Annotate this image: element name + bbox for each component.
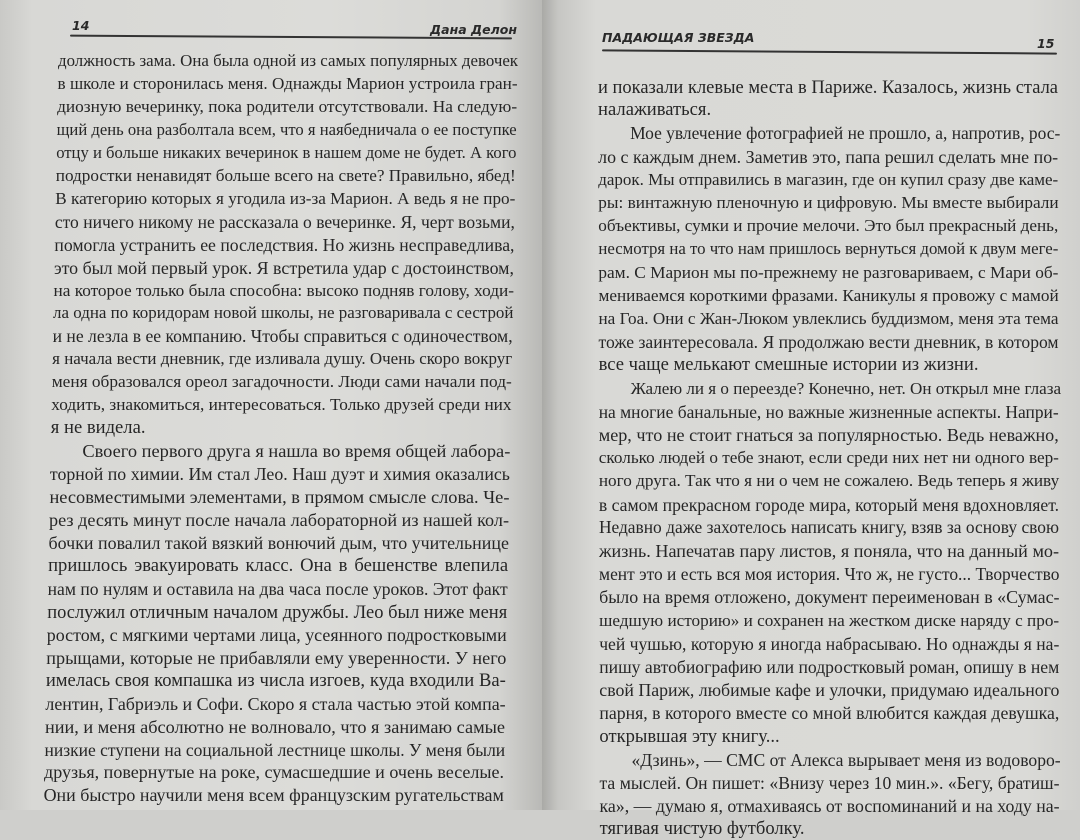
text-line: В категорию которых я угодила из-за Марион. А ведь я не про-	[55, 188, 516, 208]
text-line: и не лезла в ее компанию. Чтобы справиться с одиночеством,	[52, 326, 513, 347]
text-line: на которое только была способна: высоко подняв голову, ходи-	[53, 280, 514, 300]
text-line: нам по нулям и оставила на два часа после уроков. Этот факт	[47, 578, 508, 599]
text-line: послужил отличным началом дружбы. Лео был ниже меня	[47, 601, 508, 622]
text-line: отцу и больше никаких вечеринок в нашем доме не будет. А кого	[56, 142, 517, 162]
text-line: та мыслей. Он пишет: «Внизу через 10 мин.». «Бегу, братиш-	[599, 773, 1060, 793]
text-line: рез десять минут после начала лабораторной из нашей кол-	[49, 510, 509, 530]
text-line: мент это и есть вся моя история. Что ж, не густо... Творчество	[599, 564, 1060, 585]
text-line: друзья, повернутые на роке, сумасшедшие и очень веселые.	[44, 762, 505, 783]
text-line: открывшая эту книгу...	[599, 725, 780, 747]
text-line: лентин, Габриэль и Софи. Скоро я стала частью этой компа-	[45, 693, 506, 714]
text-line: шедшую историю» и сохранен на жестком диске наряду с про-	[599, 610, 1060, 630]
text-line: я начала вести дневник, где изливала душу. Очень скоро вокруг	[52, 349, 513, 369]
running-head-title: ПАДАЮЩАЯ ЗВЕЗДА	[602, 30, 755, 45]
text-line: диозную вечеринку, пока родители отсутствовали. На следую-	[57, 96, 518, 116]
text-line: мениваемся короткими фразами. Каникулы я провожу с мамой	[598, 285, 1059, 305]
page-number: 14	[72, 18, 90, 33]
text-line: Они быстро научили меня всем французским ругательствам	[43, 785, 504, 806]
text-line: несовместимыми элементами, в прямом смысле слова. Че-	[49, 487, 510, 508]
text-line: налаживаться.	[598, 99, 712, 121]
text-line: щий день она разболтала всем, что я наябедничала о ее поступке	[56, 119, 517, 139]
text-line: прыщами, которые не прибавляли ему уверенности. У него	[46, 647, 507, 668]
text-line: это был мой первый урок. Я встретила удар с достоинством,	[53, 257, 514, 278]
text-line: ка», — думаю я, отмахиваясь от воспоминаний и на ходу на-	[599, 796, 1060, 817]
text-line: на Гоа. Они с Жан-Люком увлеклись буддизмом, меня эта тема	[598, 309, 1059, 328]
text-line: Мое увлечение фотографией не прошло, а, напротив, рос-	[630, 123, 1061, 144]
text-line: бочки повалил такой вязкий вонючий дым, что учительнице	[48, 532, 509, 553]
left-page	[0, 0, 542, 810]
text-line: в школе и сторонилась меня. Однажды Марион устроила гран-	[57, 73, 518, 93]
text-line: сколько людей о тебе знают, если среди них нет ни одного вер-	[598, 448, 1059, 468]
text-line: все чаще мелькают смешные истории из жизни.	[598, 354, 979, 376]
text-line: жизнь. Напечатав пару листов, я поняла, что на данный мо-	[599, 541, 1059, 561]
text-line: в самом прекрасном городе мира, который меня вдохновляет.	[598, 494, 1059, 515]
text-line: торной по химии. Им стал Лео. Наш дуэт и химия оказались	[49, 464, 510, 485]
text-line: дарок. Мы отправились в магазин, где он купил сразу две каме-	[598, 169, 1059, 189]
text-line: ростом, с мягкими чертами лица, усеянного подростковыми	[46, 624, 507, 645]
text-line: Своего первого друга я нашла во время общей лабора-	[82, 441, 511, 462]
text-line: «Дзинь», — СМС от Алекса вырывает меня из водоворо-	[631, 749, 1061, 770]
text-line: ла одна по коридорам новой школы, не разговаривала с сестрой	[53, 303, 514, 323]
running-head-author: Дана Делон	[430, 22, 517, 37]
text-line: ло с каждым днем. Заметив это, папа решил сделать мне по-	[598, 146, 1059, 167]
right-page	[542, 0, 1080, 840]
text-line: помогла устранить ее последствия. Но жизнь несправедлива,	[54, 234, 515, 255]
page-number: 15	[1037, 36, 1055, 51]
text-line: мер, что не стоит гнаться за популярностью. Ведь неважно,	[598, 425, 1059, 445]
text-line: меня образовался ореол загадочности. Люди сами начали под-	[51, 372, 512, 392]
text-line: было на время отложено, документ переименован в «Сумас-	[599, 587, 1060, 608]
text-line: объективы, сумки и прочие мелочи. Это был прекрасный день,	[598, 216, 1059, 236]
text-line: тоже заинтересовала. Я продолжаю вести дневник, в котором	[598, 332, 1059, 353]
text-line: тягивая чистую футболку.	[599, 818, 805, 840]
text-line: должность зама. Она была одной из самых популярных девочек	[58, 51, 518, 70]
text-line: ходить, знакомиться, интересоваться. Только друзей среди них	[51, 395, 512, 415]
text-line: я не видела.	[50, 417, 146, 439]
header-rule	[602, 49, 1057, 54]
text-line: ры: винтажную пленочную и цифровую. Мы вместе выбирали	[598, 193, 1059, 212]
text-line: пришлось эвакуировать класс. Она в бешенстве влепила	[48, 554, 509, 576]
text-line: чей чушью, которую я иногда набрасываю. Но однажды я на-	[599, 633, 1060, 654]
text-line: подростки ненавидят больше всего на свете? Правильно, ябед!	[55, 165, 516, 185]
text-line: свой Париж, любимые кафе и улочки, придумаю идеального	[599, 680, 1060, 701]
text-line: Недавно даже захотелось написать книгу, взяв за основу свою	[598, 517, 1059, 537]
text-line: нии, и меня абсолютно не волновало, что я занимаю самые	[44, 716, 506, 737]
text-line: имелась своя компашка из числа изгоев, куда входили Ва-	[45, 669, 506, 691]
text-line: несмотря на то что нам пришлось вернуться домой к двум меге-	[598, 239, 1059, 259]
text-line: парня, в которого вместе со мной влюбится каждая девушка,	[599, 703, 1060, 724]
text-line: ного друга. Так что я ни о чем не сожалею. Ведь теперь я живу	[598, 471, 1060, 491]
text-line: сто ничего никому не рассказала о вечеринке. Я, черт возьми,	[54, 211, 515, 232]
text-line: на многие банальные, но важные жизненные аспекты. Напри-	[598, 401, 1059, 422]
text-line: Жалею ли я о переезде? Конечно, нет. Он открыл мне глаза	[630, 378, 1062, 398]
text-line: и показали клевые места в Париже. Казалось, жизнь стала	[598, 77, 1058, 97]
text-line: низкие ступени на социальной лестнице школы. У меня были	[44, 739, 506, 760]
text-line: пишу автобиографию или подростковый роман, опишу в нем	[599, 657, 1060, 677]
text-line: рам. С Марион мы по-прежнему не разговариваем, с Мари об-	[598, 262, 1059, 282]
